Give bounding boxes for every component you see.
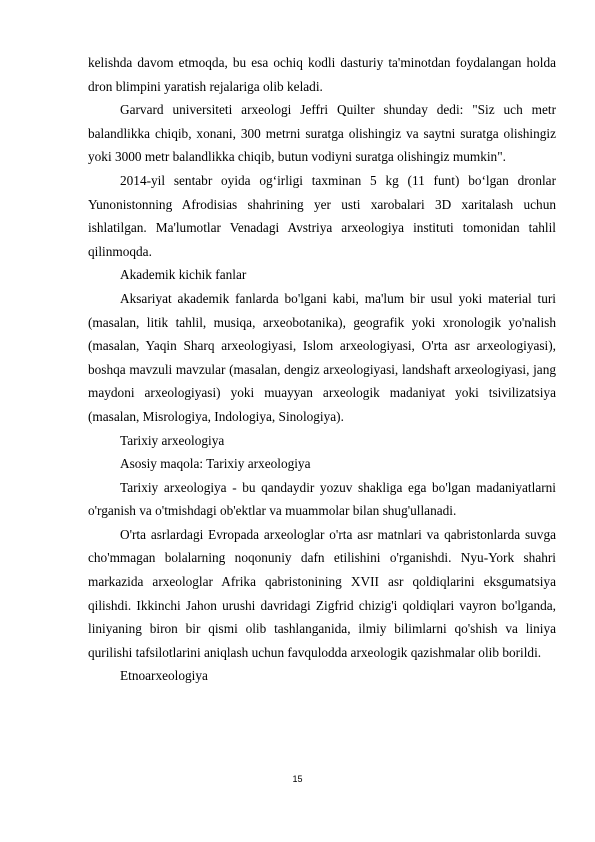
paragraph-historical-examples: O'rta asrlardagi Evropada arxeologlar o'rta asr matnlari va qabristonlarda suvga cho'mmagan bolalarning noqonuniy dafn etilishini o'rganishdi. Nyu-York shahri markazida arxeologlar Afrika qabristonining XVII asr qoldiqlarini eksgumatsiya qilishdi. Ikkinchi Jahon urushi davridagi Zigfrid chizig'i qoldiqlari vayron bo'lganda, liniyaning biron bir qismi olib tashlanganida, ilmiy bilimlarni qo'shish va liniya qurilishi tafsilotlarini aniqlash uchun favqulodda arxeologik qazishmalar olib borildi.: [88, 526, 556, 660]
paragraph-quilter-quote: Garvard universiteti arxeologi Jeffri Quilter shunday dedi: "Siz uch metr balandlikka chiqib, xonani, 300 metrni suratga olishingiz va saytni suratga olishingiz yoki 3000 metr balandlikka chiqib, butun vodiyni suratga olishingiz mumkin".: [88, 102, 556, 165]
paragraph-historical-definition: Tarixiy arxeologiya - bu qandaydir yozuv shakliga ega bo'lgan madaniyatlarni o'rganish va o'tmishdagi ob'ektlar va muammolar bilan shug'ullanadi.: [88, 479, 556, 519]
paragraph-subdisciplines: Aksariyat akademik fanlarda bo'lgani kabi, ma'lum bir usul yoki material turi (masalan, litik tahlil, musiqa, arxeobotanika), geografik yoki xronologik yo'nalish (masalan, Yaqin Sharq arxeologiyasi, Islom arxeologiyasi, O'rta asr arxeologiyasi), boshqa mavzuli mavzular (masalan, dengiz arxeologiyasi, landshaft arxeologiyasi, jang maydoni arxeologiyasi) yoki muayyan arxeologik madaniyat yoki tsivilizatsiya (masalan, Misrologiya, Indologiya, Sinologiya).: [88, 290, 556, 424]
section-heading-akademik: Akademik kichik fanlar: [120, 267, 247, 283]
paragraph-afrodisias: 2014-yil sentabr oyida og‘irligi taxminan 5 kg (11 funt) bo‘lgan dronlar Yunonistonning Afrodisias shahrining yer usti xarobalari 3D xaritalash uchun ishlatilgan. Ma'lumotlar Venadagi Avstriya arxeologiya instituti tomonidan tahlil qilinmoqda.: [88, 172, 556, 259]
main-article-note: Asosiy maqola: Tarixiy arxeologiya: [120, 456, 311, 472]
section-heading-etno: Etnoarxeologiya: [120, 668, 208, 684]
section-heading-tarixiy: Tarixiy arxeologiya: [120, 432, 225, 448]
page-number: 15: [292, 774, 303, 784]
body-text: [88, 51, 556, 688]
paragraph-continuation: kelishda davom etmoqda, bu esa ochiq kodli dasturiy ta'minotdan foydalangan holda dron blimpini yaratish rejalariga olib keladi.: [88, 55, 556, 94]
